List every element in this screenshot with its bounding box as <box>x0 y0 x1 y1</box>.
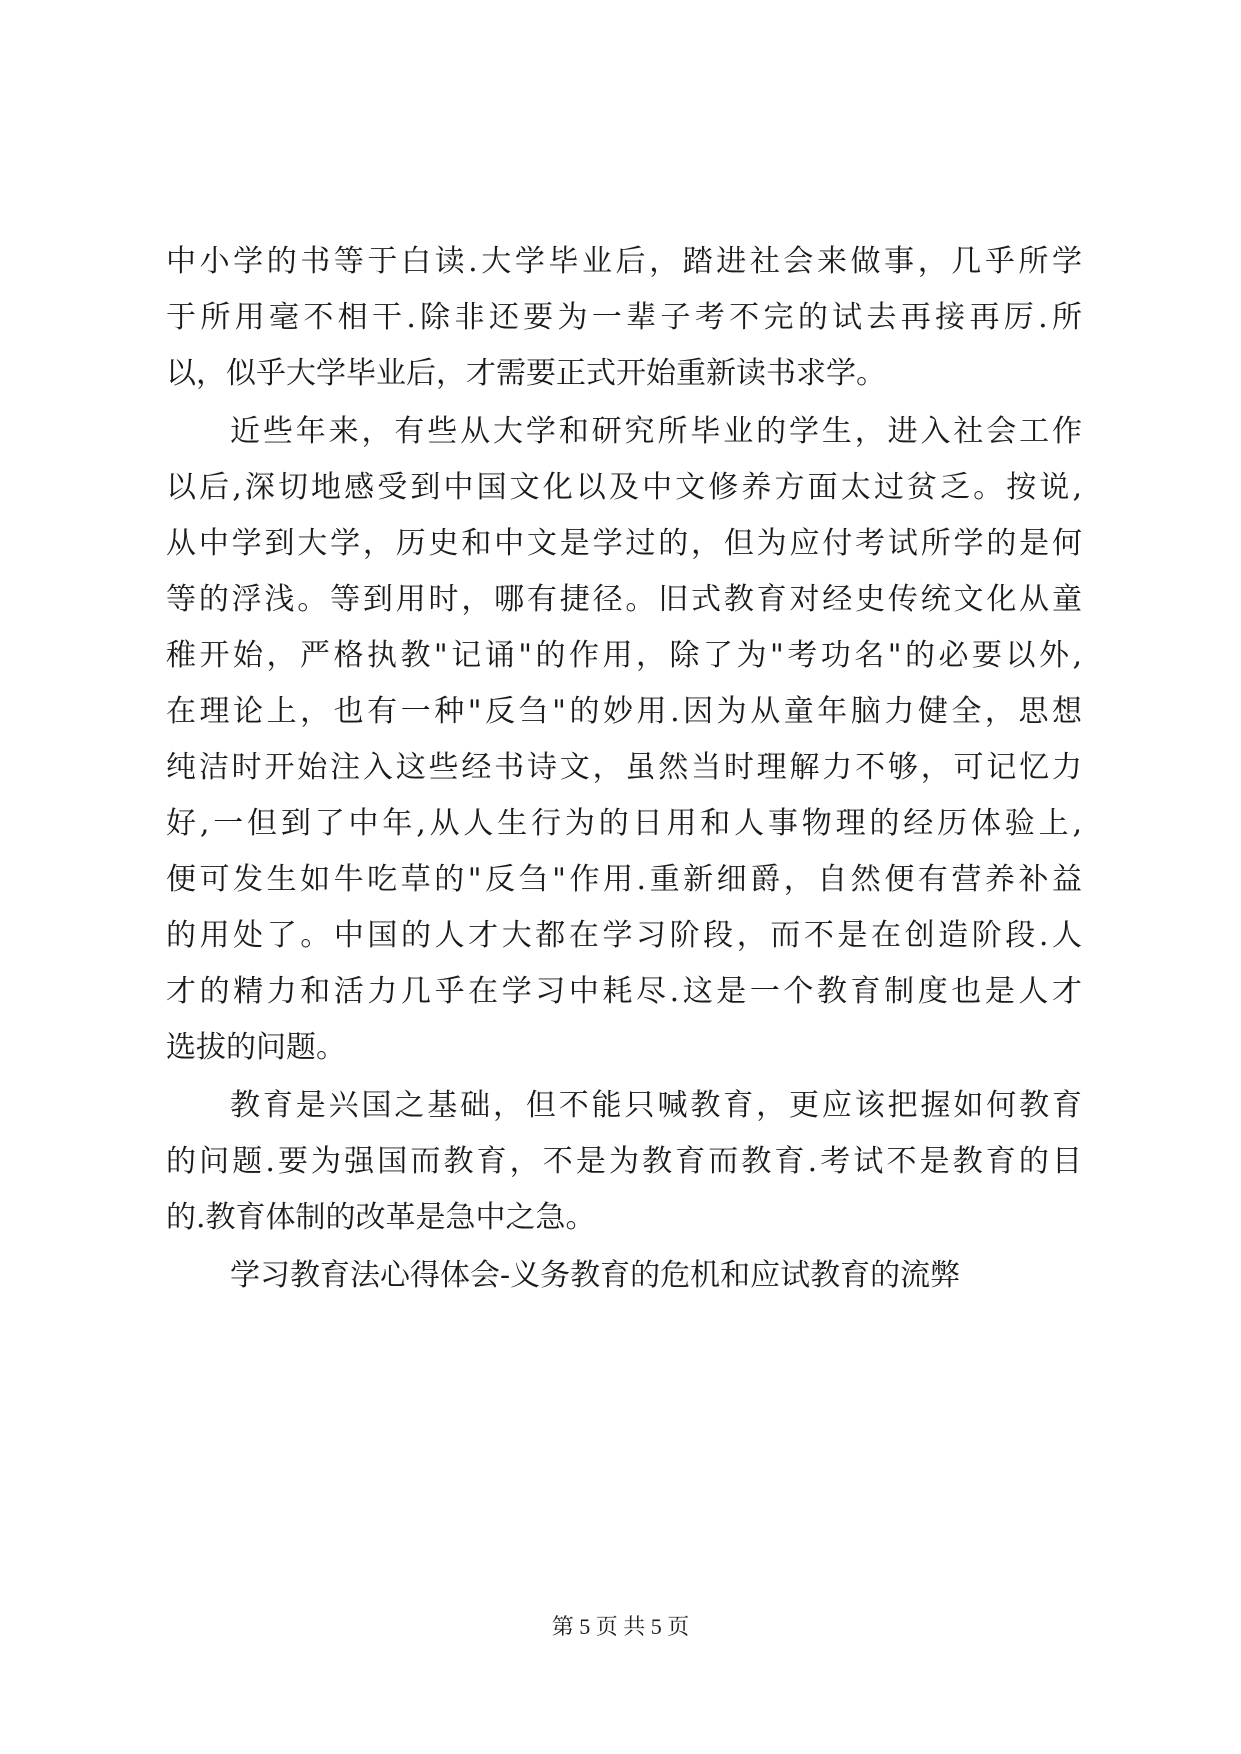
paragraph-2-line-12: 选拔的问题。 <box>166 1030 346 1065</box>
paragraph-3-line-1: 教育是兴国之基础，但不能只喊教育，更应该把握如何教育 <box>230 1088 1082 1123</box>
paragraph-2-line-5: 稚开始，严格执教"记诵"的作用，除了为"考功名"的必要以外, <box>166 638 1082 673</box>
paragraph-2-line-9: 便可发生如牛吃草的"反刍"作用.重新细爵，自然便有营养补益 <box>166 862 1082 897</box>
paragraph-1-line-3: 以，似乎大学毕业后，才需要正式开始重新读书求学。 <box>166 356 886 391</box>
paragraph-2-line-11: 才的精力和活力几乎在学习中耗尽.这是一个教育制度也是人才 <box>166 974 1082 1009</box>
paragraph-2-line-7: 纯洁时开始注入这些经书诗文，虽然当时理解力不够，可记忆力 <box>166 750 1082 785</box>
paragraph-2-line-3: 从中学到大学，历史和中文是学过的，但为应付考试所学的是何 <box>166 526 1082 561</box>
paragraph-3-line-2: 的问题.要为强国而教育，不是为教育而教育.考试不是教育的目 <box>166 1144 1082 1179</box>
page-footer: 第 5 页 共 5 页 <box>551 1614 690 1639</box>
paragraph-4-line-1: 学习教育法心得体会-义务教育的危机和应试教育的流弊 <box>230 1258 961 1293</box>
paragraph-1-line-2: 于所用毫不相干.除非还要为一辈子考不完的试去再接再厉.所 <box>166 300 1082 335</box>
paragraph-2-line-2: 以后,深切地感受到中国文化以及中文修养方面太过贫乏。按说, <box>166 470 1082 505</box>
paragraph-3-line-3: 的.教育体制的改革是急中之急。 <box>166 1200 596 1235</box>
paragraph-2-line-8: 好,一但到了中年,从人生行为的日用和人事物理的经历体验上, <box>166 806 1082 841</box>
paragraph-2-line-10: 的用处了。中国的人才大都在学习阶段，而不是在创造阶段.人 <box>166 918 1082 953</box>
paragraph-2-line-4: 等的浮浅。等到用时，哪有捷径。旧式教育对经史传统文化从童 <box>166 582 1082 617</box>
paragraph-2-line-6: 在理论上，也有一种"反刍"的妙用.因为从童年脑力健全，思想 <box>166 694 1082 729</box>
paragraph-1-line-1: 中小学的书等于白读.大学毕业后，踏进社会来做事，几乎所学 <box>166 244 1082 279</box>
paragraph-2-line-1: 近些年来，有些从大学和研究所毕业的学生，进入社会工作 <box>230 414 1082 449</box>
